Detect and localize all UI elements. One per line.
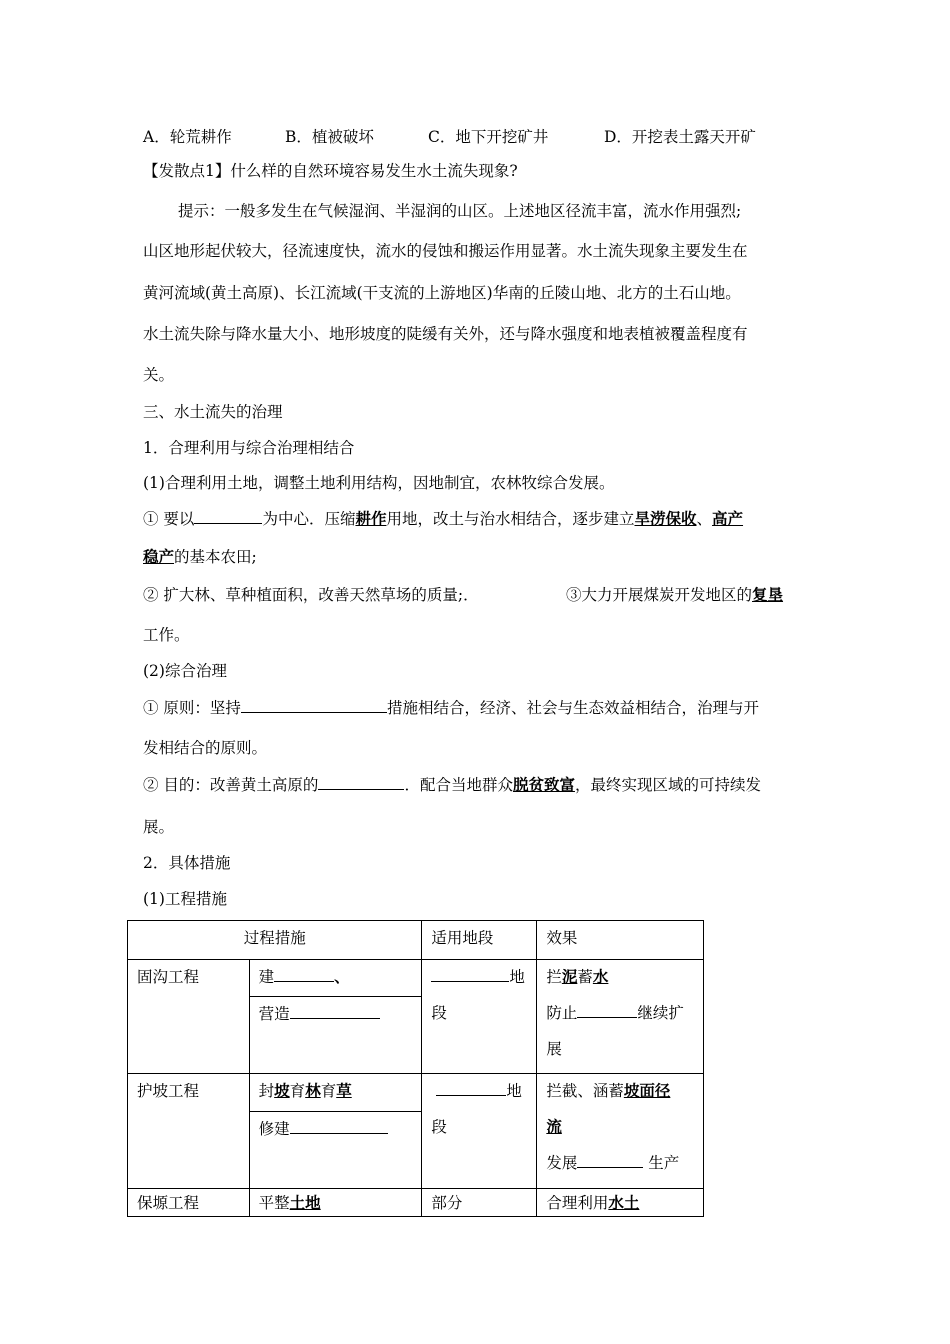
blank-create	[290, 1004, 380, 1019]
header-process-measures: 过程措施	[128, 921, 422, 960]
segment-cell: 部分	[422, 1189, 537, 1217]
principle-line-1: ① 原则：坚持 措施相结合，经济、社会与生态效益相结合，治理与开	[143, 699, 759, 717]
hint-line-5: 关。	[143, 366, 175, 384]
bold-term: 稳产	[143, 547, 175, 566]
segment-cell: 地 段	[422, 1074, 537, 1189]
item-1-line-1: ① 要以 为中心．压缩耕作用地，改土与治水相结合，逐步建立旱涝保收、高产	[143, 509, 744, 528]
bold-term: 耕作	[355, 509, 387, 528]
engineering-measures-table	[127, 920, 704, 1217]
effect-cell: 拦截、涵蓄坡面径 流 发展 生产	[537, 1074, 704, 1189]
subsection-1: 1．合理利用与综合治理相结合	[143, 439, 355, 457]
bold-term: 高产	[712, 509, 744, 528]
blank-prevent	[577, 1003, 637, 1018]
effect-cell: 合理利用水土	[537, 1189, 704, 1217]
blank-segment	[431, 967, 509, 982]
header-effect: 效果	[537, 921, 704, 960]
blank-build	[274, 967, 334, 982]
table-row	[128, 1074, 704, 1112]
item-3: ③大力开展煤炭开发地区的复垦	[566, 585, 784, 604]
header-applicable-section: 适用地段	[422, 921, 537, 960]
row-name-slope: 护坡工程	[128, 1074, 250, 1189]
subsection-2: 2．具体措施	[143, 854, 231, 872]
paragraph-3: (1)工程措施	[143, 890, 227, 908]
hint-line-2: 山区地形起伏较大，径流速度快，流水的侵蚀和搬运作用显著。水土流失现象主要发生在	[143, 242, 748, 260]
measure-cell: 建 、	[249, 960, 422, 997]
principle-line-2: 发相结合的原则。	[143, 739, 268, 757]
item-2: ② 扩大林、草种植面积，改善天然草场的质量;．	[143, 586, 479, 604]
measure-cell: 营造	[249, 997, 422, 1074]
option-a: A．轮荒耕作	[143, 128, 232, 146]
measure-cell: 修建	[249, 1112, 422, 1189]
paragraph-1: (1)合理利用土地，调整土地利用结构，因地制宜，农林牧综合发展。	[143, 474, 615, 492]
answer-options	[143, 126, 756, 148]
blank-principle	[241, 698, 387, 713]
table-row	[128, 960, 704, 997]
row-name-gully: 固沟工程	[128, 960, 250, 1074]
segment-cell: 地 段	[422, 960, 537, 1074]
blank-center	[194, 509, 262, 524]
option-c: C．地下开挖矿井	[428, 128, 549, 146]
item-1-line-2: 稳产的基本农田;	[143, 547, 257, 566]
bold-term: 复垦	[752, 585, 784, 604]
hint-line-1: 提示：一般多发生在气候湿润、半湿润的山区。上述地区径流丰富，流水作用强烈;	[178, 202, 742, 220]
blank-develop	[577, 1153, 643, 1168]
blank-repair	[290, 1119, 388, 1134]
divergence-point-label: 【发散点1】什么样的自然环境容易发生水土流失现象?	[143, 162, 518, 180]
goal-line-2: 展。	[143, 818, 175, 836]
goal-line-1: ② 目的：改善黄土高原的 ．配合当地群众脱贫致富，最终实现区域的可持续发	[143, 775, 761, 794]
table-row	[128, 1189, 704, 1217]
blank-segment	[436, 1081, 506, 1096]
measure-cell: 平整土地	[249, 1189, 422, 1217]
hint-line-3: 黄河流域(黄土高原)、长江流域(干支流的上游地区)华南的丘陵山地、北方的土石山地。	[143, 284, 741, 302]
bold-term: 脱贫致富	[512, 775, 575, 794]
hint-line-4: 水土流失除与降水量大小、地形坡度的陡缓有关外，还与降水强度和地表植被覆盖程度有	[143, 325, 748, 343]
item-3-continued: 工作。	[143, 626, 190, 644]
paragraph-2: (2)综合治理	[143, 662, 227, 680]
row-name-plateau: 保塬工程	[128, 1189, 250, 1217]
option-d: D．开挖表土露天开矿	[604, 128, 756, 146]
table-header-row	[128, 921, 704, 960]
effect-cell: 拦泥蓄水 防止 继续扩 展	[537, 960, 704, 1074]
section-title: 三、水土流失的治理	[143, 403, 283, 421]
measure-cell: 封坡育林育草	[249, 1074, 422, 1112]
blank-goal	[318, 775, 404, 790]
option-b: B．植被破坏	[285, 128, 374, 146]
bold-term: 旱涝保收	[634, 509, 697, 528]
